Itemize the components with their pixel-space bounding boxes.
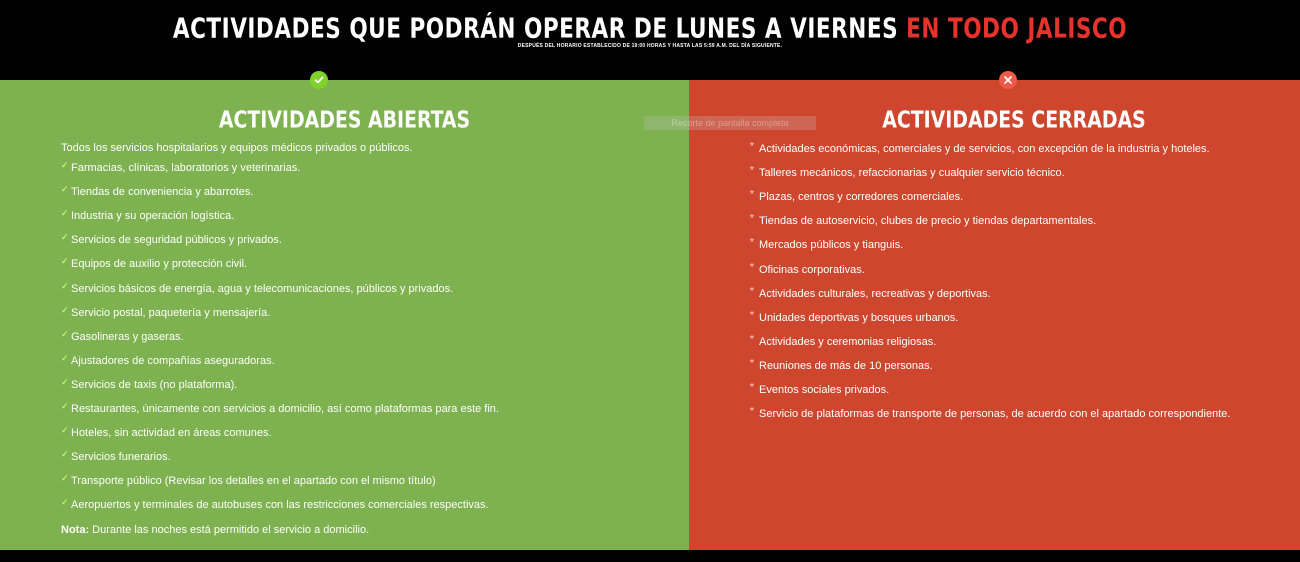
closed-activity-item <box>750 165 1065 180</box>
open-activity-item <box>61 328 184 344</box>
closed-activity-item <box>750 285 991 301</box>
closed-activities-heading: ACTIVIDADES CERRADAS <box>882 106 1146 133</box>
closed-activity-item-label: Servicio de plataformas de transporte de personas, de acuerdo con el apartado correspondiente. <box>759 408 1231 421</box>
checkmark-bullet-icon: ✓ <box>61 160 69 170</box>
checkmark-bullet-icon: ✓ <box>61 208 69 219</box>
open-activity-item-label: Equipos de auxilio y protección civil. <box>71 258 248 271</box>
asterisk-bullet-icon: * <box>750 237 754 249</box>
closed-activity-item-label: Talleres mecánicos, refaccionarias y cualquier servicio técnico. <box>759 167 1065 180</box>
asterisk-bullet-icon: * <box>750 189 754 201</box>
checkmark-bullet-icon: ✓ <box>61 328 69 339</box>
page-header <box>0 0 1300 80</box>
closed-activity-item-label: Actividades económicas, comerciales y de servicios, con excepción de la industria y hoteles. <box>759 143 1210 155</box>
open-activity-item <box>61 352 275 368</box>
checkmark-bullet-icon: ✓ <box>61 280 69 291</box>
open-activity-item-label: Servicios funerarios. <box>71 451 171 464</box>
open-activity-item-label: Hoteles, sin actividad en áreas comunes. <box>71 427 272 440</box>
open-activity-item-label: Aeropuertos y terminales de autobuses con las restricciones comerciales respectivas. <box>71 499 489 512</box>
asterisk-bullet-icon: * <box>750 406 754 418</box>
asterisk-bullet-icon: * <box>750 285 754 297</box>
asterisk-bullet-icon: * <box>750 309 754 321</box>
closed-activity-item <box>750 189 964 204</box>
open-activity-item <box>61 304 271 320</box>
closed-activity-item <box>750 309 959 325</box>
open-activities-heading: ACTIVIDADES ABIERTAS <box>218 106 471 133</box>
note-text: Durante las noches está permitido el servicio a domicilio. <box>89 524 370 536</box>
closed-activity-item-label: Actividades culturales, recreativas y deportivas. <box>759 287 991 300</box>
closed-activity-item <box>750 382 890 397</box>
open-activity-item-label: Industria y su operación logística. <box>71 210 235 223</box>
open-activity-item <box>61 497 489 512</box>
open-activity-item-label: Servicios de seguridad públicos y privados. <box>71 234 282 247</box>
open-activity-item <box>61 449 171 464</box>
open-activity-item <box>61 376 238 392</box>
checkmark-bullet-icon: ✓ <box>61 304 69 315</box>
closed-activity-item-label: Tiendas de autoservicio, clubes de precio y tiendas departamentales. <box>759 215 1097 228</box>
open-activity-item <box>61 232 282 247</box>
closed-activity-item-label: Reuniones de más de 10 personas. <box>759 359 933 372</box>
open-activity-item <box>61 425 272 440</box>
asterisk-bullet-icon: * <box>750 333 754 345</box>
title-accent: EN TODO JALISCO <box>906 12 1128 45</box>
check-circle-icon <box>310 71 328 89</box>
closed-activity-item-label: Actividades y ceremonias religiosas. <box>759 335 937 348</box>
screenshot-tooltip: Recorte de pantalla completa <box>644 116 816 130</box>
open-activity-item-label: Servicios de taxis (no plataforma). <box>71 378 238 391</box>
checkmark-bullet-icon: ✓ <box>61 473 69 484</box>
x-circle-icon <box>999 71 1017 89</box>
checkmark-bullet-icon: ✓ <box>61 425 69 436</box>
closed-activity-item <box>750 141 1210 156</box>
open-activity-item <box>61 401 499 416</box>
open-activities-intro: Todos los servicios hospitalarios y equipos médicos privados o públicos. <box>61 142 413 154</box>
note-label: Nota: <box>61 524 90 536</box>
closed-activity-item <box>750 261 865 277</box>
open-activity-item <box>61 280 454 296</box>
bottom-bar <box>0 550 1300 562</box>
open-activity-item <box>61 160 301 175</box>
night-note <box>61 524 369 536</box>
checkmark-bullet-icon: ✓ <box>61 184 69 195</box>
page-subtitle: DESPUÉS DEL HORARIO ESTABLECIDO DE 19:00 HORAS Y HASTA LAS 5:59 A.M. DEL DÍA SIGUIENTE. <box>517 43 783 49</box>
closed-activity-item-label: Mercados públicos y tianguis. <box>759 239 904 252</box>
checkmark-bullet-icon: ✓ <box>61 352 69 363</box>
asterisk-bullet-icon: * <box>750 213 754 225</box>
open-activity-item-label: Transporte público (Revisar los detalles en el apartado con el mismo título) <box>71 475 436 488</box>
title-main: ACTIVIDADES QUE PODRÁN OPERAR DE LUNES A VIERNES <box>172 12 907 45</box>
closed-activity-item <box>750 213 1097 228</box>
open-activity-item <box>61 256 248 271</box>
checkmark-bullet-icon: ✓ <box>61 256 69 267</box>
closed-activity-item <box>750 357 933 373</box>
open-activity-item-label: Servicios básicos de energía, agua y telecomunicaciones, públicos y privados. <box>71 282 454 295</box>
asterisk-bullet-icon: * <box>750 165 754 177</box>
closed-activity-item <box>750 237 904 252</box>
open-activity-item <box>61 184 254 199</box>
open-activity-item-label: Gasolineras y gaseras. <box>71 330 184 343</box>
asterisk-bullet-icon: * <box>750 261 754 273</box>
asterisk-bullet-icon: * <box>750 382 754 393</box>
closed-activity-item-label: Unidades deportivas y bosques urbanos. <box>759 311 959 324</box>
closed-activity-item-label: Plazas, centros y corredores comerciales. <box>759 191 964 204</box>
asterisk-bullet-icon: * <box>750 357 754 369</box>
closed-activity-item <box>750 333 937 349</box>
open-activity-item-label: Farmacias, clínicas, laboratorios y veterinarias. <box>71 162 301 174</box>
open-activity-item-label: Ajustadores de compañías aseguradoras. <box>71 354 275 367</box>
open-activity-item-label: Tiendas de conveniencia y abarrotes. <box>71 186 254 199</box>
open-activity-item <box>61 473 436 488</box>
open-activities-panel <box>0 80 689 550</box>
open-activity-item <box>61 208 235 223</box>
asterisk-bullet-icon: * <box>750 141 754 152</box>
closed-activity-item-label: Oficinas corporativas. <box>759 263 865 276</box>
checkmark-bullet-icon: ✓ <box>61 232 69 243</box>
checkmark-bullet-icon: ✓ <box>61 449 69 460</box>
checkmark-bullet-icon: ✓ <box>61 497 69 508</box>
closed-activity-item-label: Eventos sociales privados. <box>759 384 890 396</box>
closed-activities-panel <box>689 80 1300 550</box>
open-activity-item-label: Restaurantes, únicamente con servicios a domicilio, así como plataformas para este fin. <box>71 403 499 415</box>
checkmark-bullet-icon: ✓ <box>61 376 69 387</box>
closed-activity-item <box>750 406 1231 421</box>
checkmark-bullet-icon: ✓ <box>61 401 69 411</box>
page-title <box>0 12 1300 44</box>
open-activity-item-label: Servicio postal, paquetería y mensajería. <box>71 306 271 319</box>
